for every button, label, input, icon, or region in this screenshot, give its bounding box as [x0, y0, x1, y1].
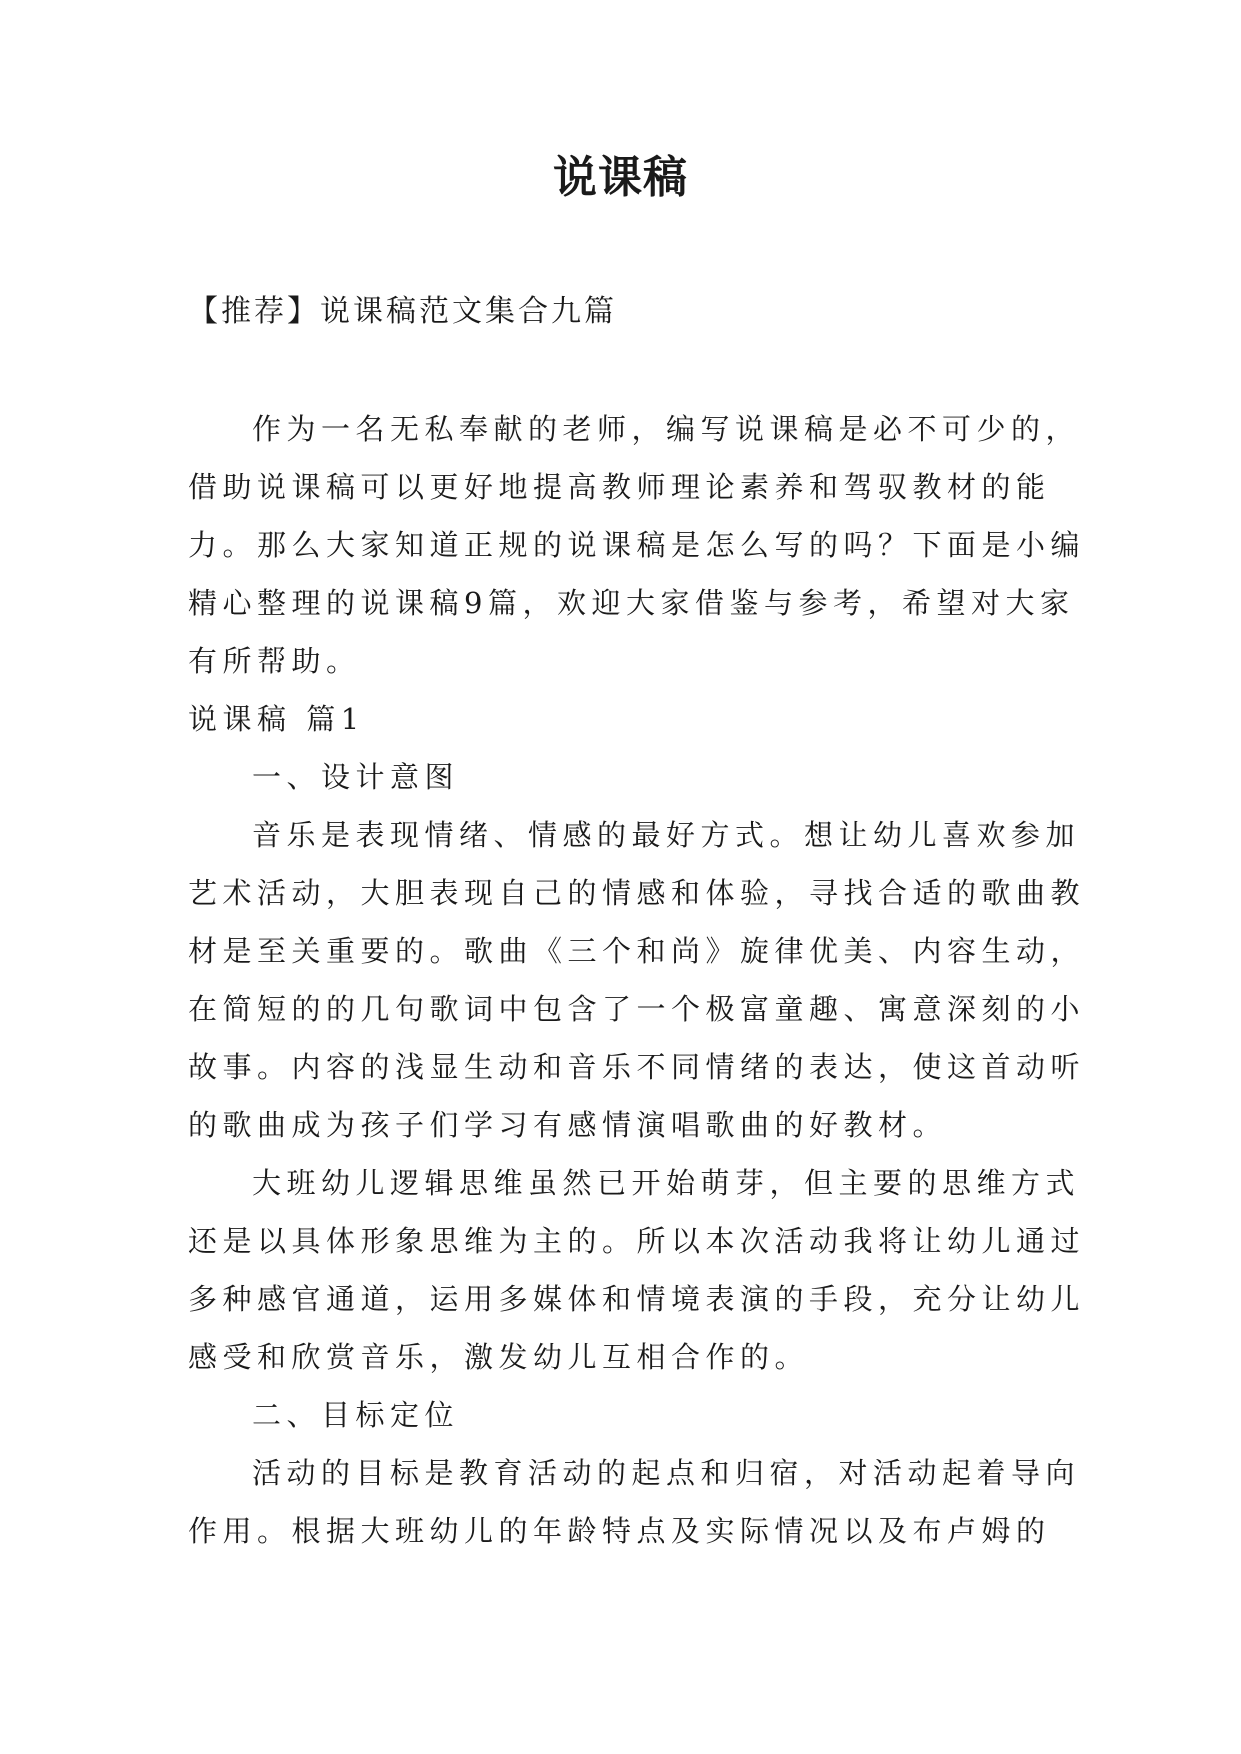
- text-line: 借助说课稿可以更好地提高教师理论素养和驾驭教材的能: [188, 470, 1051, 504]
- text-line: 一、设计意图: [252, 760, 460, 794]
- text-line: 的歌曲成为孩子们学习有感情演唱歌曲的好教材。: [188, 1108, 948, 1142]
- text-line: 感受和欣赏音乐，激发幼儿互相合作的。: [188, 1340, 810, 1374]
- document-subtitle: 【推荐】说课稿范文集合九篇: [188, 294, 617, 329]
- text-line: 说课稿 篇1: [188, 702, 365, 736]
- text-line: 艺术活动，大胆表现自己的情感和体验，寻找合适的歌曲教: [188, 876, 1086, 910]
- text-line: 作为一名无私奉献的老师，编写说课稿是必不可少的，: [252, 412, 1081, 446]
- text-line: 作用。根据大班幼儿的年龄特点及实际情况以及布卢姆的: [188, 1514, 1051, 1548]
- text-line: 音乐是表现情绪、情感的最好方式。想让幼儿喜欢参加: [252, 818, 1081, 852]
- text-line: 力。那么大家知道正规的说课稿是怎么写的吗？下面是小编: [188, 528, 1086, 562]
- document-body: [188, 400, 1086, 1560]
- text-line: 在简短的的几句歌词中包含了一个极富童趣、寓意深刻的小: [188, 992, 1086, 1026]
- text-line: 多种感官通道，运用多媒体和情境表演的手段，充分让幼儿: [188, 1282, 1086, 1316]
- text-line: 还是以具体形象思维为主的。所以本次活动我将让幼儿通过: [188, 1224, 1086, 1258]
- text-line: 材是至关重要的。歌曲《三个和尚》旋律优美、内容生动，: [188, 934, 1086, 968]
- text-line: 故事。内容的浅显生动和音乐不同情绪的表达，使这首动听: [188, 1050, 1086, 1084]
- text-line: 精心整理的说课稿9篇，欢迎大家借鉴与参考，希望对大家: [188, 586, 1075, 620]
- text-line: 活动的目标是教育活动的起点和归宿，对活动起着导向: [252, 1456, 1081, 1490]
- text-line: 大班幼儿逻辑思维虽然已开始萌芽，但主要的思维方式: [252, 1166, 1081, 1200]
- text-line: 二、目标定位: [252, 1398, 460, 1432]
- document-title: 说课稿: [553, 152, 688, 203]
- text-line: 有所帮助。: [188, 644, 361, 678]
